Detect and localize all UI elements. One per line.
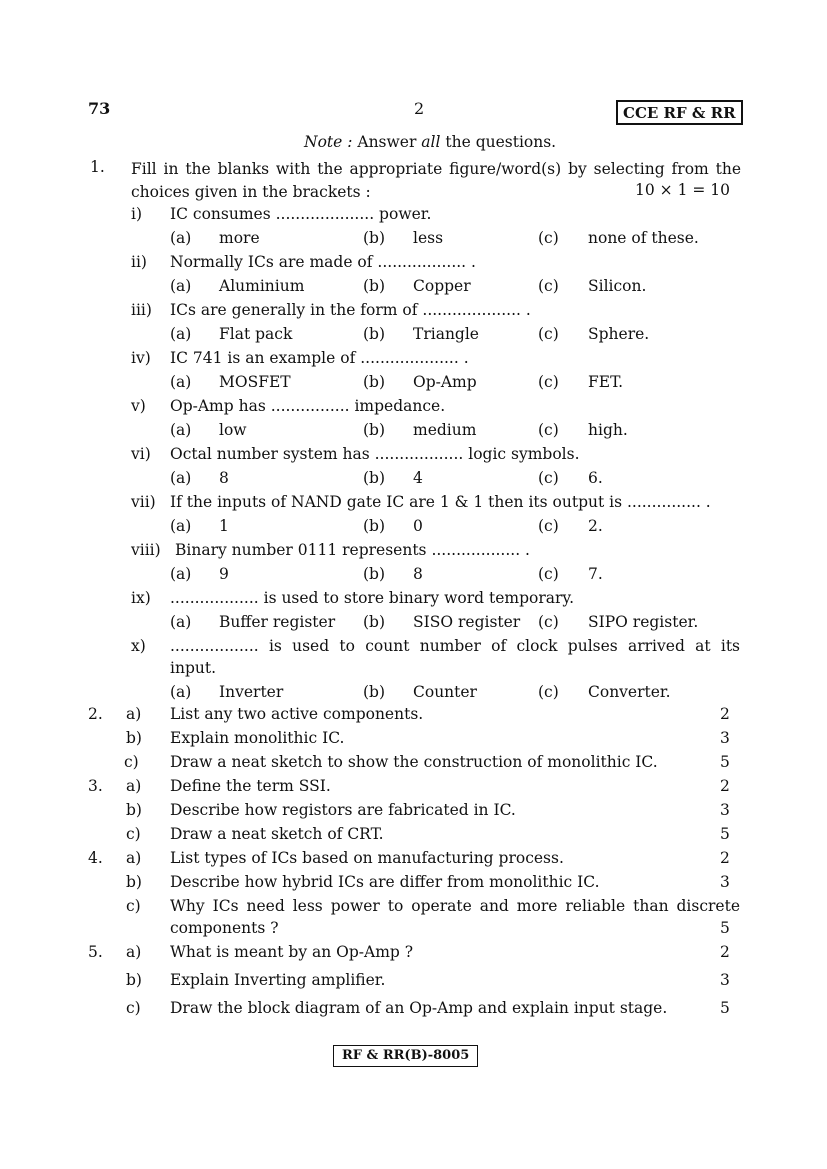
part-text: Describe how registors are fabricated in IC. (170, 801, 516, 819)
option-text: SIPO register. (588, 613, 699, 631)
option-label: (c) (538, 469, 559, 487)
option-label: (c) (538, 683, 559, 701)
option-label: (a) (170, 421, 192, 439)
question-1-item-text: .................. is used to store binary word temporary. (170, 589, 575, 607)
option-text: MOSFET (219, 373, 291, 391)
part-text: Explain Inverting amplifier. (170, 971, 386, 989)
option-text: Triangle (413, 325, 479, 343)
question-1-marks: 10 × 1 = 10 (635, 181, 730, 199)
question-number: 2. (88, 705, 103, 723)
part-label: a) (126, 943, 142, 961)
option-text: 6. (588, 469, 603, 487)
option-label: (c) (538, 277, 559, 295)
option-text: Inverter (219, 683, 284, 701)
option-text: high. (588, 421, 628, 439)
part-marks: 5 (720, 919, 730, 937)
part-marks: 2 (720, 943, 730, 961)
question-1-text: Fill in the blanks with the appropriate figure/word(s) by selecting from the choices given in the brackets : (131, 160, 741, 201)
part-text: What is meant by an Op-Amp ? (170, 943, 414, 961)
question-1-number: 1. (90, 158, 105, 176)
question-1-item-number: iv) (131, 349, 151, 367)
option-label: (b) (363, 565, 386, 583)
footer-code-box: RF & RR(B)-8005 (333, 1045, 478, 1067)
option-label: (a) (170, 325, 192, 343)
option-label: (a) (170, 229, 192, 247)
option-text: Silicon. (588, 277, 647, 295)
question-1-item-text-continued: input. (170, 659, 217, 677)
option-text: Aluminium (219, 277, 305, 295)
part-label: a) (126, 777, 142, 795)
question-1-item-number: viii) (131, 541, 161, 559)
option-text: less (413, 229, 444, 247)
option-label: (b) (363, 325, 386, 343)
option-text: 8 (219, 469, 229, 487)
option-text: Copper (413, 277, 471, 295)
part-label: c) (126, 999, 141, 1017)
part-text: Draw a neat sketch of CRT. (170, 825, 384, 843)
option-text: Converter. (588, 683, 671, 701)
part-text: Draw the block diagram of an Op-Amp and explain input stage. (170, 999, 668, 1017)
option-label: (b) (363, 229, 386, 247)
option-text: Counter (413, 683, 477, 701)
option-label: (b) (363, 517, 386, 535)
question-1-item-text: .................. is used to count number of clock pulses arrived at its (170, 637, 740, 655)
note-label: Note : (304, 133, 353, 151)
part-marks: 3 (720, 801, 730, 819)
note-text: Answer (352, 133, 422, 151)
option-text: 1 (219, 517, 229, 535)
page-left-number: 73 (88, 99, 111, 118)
part-marks: 3 (720, 971, 730, 989)
option-label: (b) (363, 469, 386, 487)
option-label: (a) (170, 613, 192, 631)
question-number: 4. (88, 849, 103, 867)
instructions-note (304, 133, 556, 151)
question-1-item-number: x) (131, 637, 146, 655)
part-text: Why ICs need less power to operate and more reliable than discrete (170, 897, 740, 915)
option-text: SISO register (413, 613, 521, 631)
part-label: c) (126, 825, 141, 843)
part-text: Explain monolithic IC. (170, 729, 345, 747)
part-label: b) (126, 729, 142, 747)
question-1-item-text: If the inputs of NAND gate IC are 1 & 1 then its output is ............... . (170, 493, 711, 511)
note-emphasis: all (421, 133, 441, 151)
part-marks: 5 (720, 753, 730, 771)
option-text: 2. (588, 517, 603, 535)
option-text: none of these. (588, 229, 699, 247)
part-label: a) (126, 705, 142, 723)
option-text: Buffer register (219, 613, 336, 631)
question-1-item-number: vii) (131, 493, 156, 511)
part-text: Define the term SSI. (170, 777, 331, 795)
question-1-item-text: IC consumes .................... power. (170, 205, 432, 223)
part-marks: 5 (720, 999, 730, 1017)
option-label: (c) (538, 565, 559, 583)
option-text: Op-Amp (413, 373, 477, 391)
option-label: (c) (538, 373, 559, 391)
part-label: c) (124, 753, 139, 771)
part-text: List any two active components. (170, 705, 424, 723)
option-text: 8 (413, 565, 423, 583)
option-text: low (219, 421, 247, 439)
option-label: (b) (363, 373, 386, 391)
option-label: (c) (538, 517, 559, 535)
part-marks: 2 (720, 777, 730, 795)
option-label: (a) (170, 469, 192, 487)
part-label: c) (126, 897, 141, 915)
question-1-item-number: v) (131, 397, 146, 415)
part-label: b) (126, 801, 142, 819)
part-text-continued: components ? (170, 919, 279, 937)
question-1-item-text: Octal number system has .................. logic symbols. (170, 445, 580, 463)
option-text: 4 (413, 469, 423, 487)
option-text: more (219, 229, 260, 247)
option-label: (a) (170, 373, 192, 391)
part-text: List types of ICs based on manufacturing process. (170, 849, 564, 867)
part-label: b) (126, 971, 142, 989)
option-label: (b) (363, 421, 386, 439)
option-label: (b) (363, 277, 386, 295)
option-label: (b) (363, 683, 386, 701)
question-1-item-number: ii) (131, 253, 147, 271)
question-1-item-number: vi) (131, 445, 151, 463)
question-1-item-number: i) (131, 205, 143, 223)
option-label: (a) (170, 277, 192, 295)
question-1-item-number: ix) (131, 589, 151, 607)
option-label: (b) (363, 613, 386, 631)
option-label: (c) (538, 421, 559, 439)
option-text: FET. (588, 373, 624, 391)
option-label: (c) (538, 229, 559, 247)
part-label: a) (126, 849, 142, 867)
question-number: 3. (88, 777, 103, 795)
part-label: b) (126, 873, 142, 891)
option-label: (a) (170, 517, 192, 535)
part-marks: 2 (720, 705, 730, 723)
question-1-item-text: Normally ICs are made of .................. . (170, 253, 476, 271)
option-text: Flat pack (219, 325, 293, 343)
part-marks: 2 (720, 849, 730, 867)
option-label: (a) (170, 683, 192, 701)
question-1-item-text: Op-Amp has ................ impedance. (170, 397, 446, 415)
question-number: 5. (88, 943, 103, 961)
question-1-item-text: Binary number 0111 represents .................. . (175, 541, 530, 559)
question-1-item-text: IC 741 is an example of .................... . (170, 349, 469, 367)
option-text: 7. (588, 565, 603, 583)
question-1-item-text: ICs are generally in the form of .................... . (170, 301, 531, 319)
part-text: Describe how hybrid ICs are differ from monolithic IC. (170, 873, 600, 891)
question-1-item-number: iii) (131, 301, 152, 319)
part-marks: 5 (720, 825, 730, 843)
part-marks: 3 (720, 873, 730, 891)
paper-code-box: CCE RF & RR (616, 100, 743, 125)
option-text: Sphere. (588, 325, 650, 343)
page-number: 2 (414, 99, 425, 118)
option-label: (c) (538, 325, 559, 343)
part-text: Draw a neat sketch to show the construction of monolithic IC. (170, 753, 658, 771)
option-text: 0 (413, 517, 423, 535)
part-marks: 3 (720, 729, 730, 747)
option-text: medium (413, 421, 477, 439)
option-label: (a) (170, 565, 192, 583)
option-label: (c) (538, 613, 559, 631)
note-suffix: the questions. (440, 133, 557, 151)
option-text: 9 (219, 565, 229, 583)
